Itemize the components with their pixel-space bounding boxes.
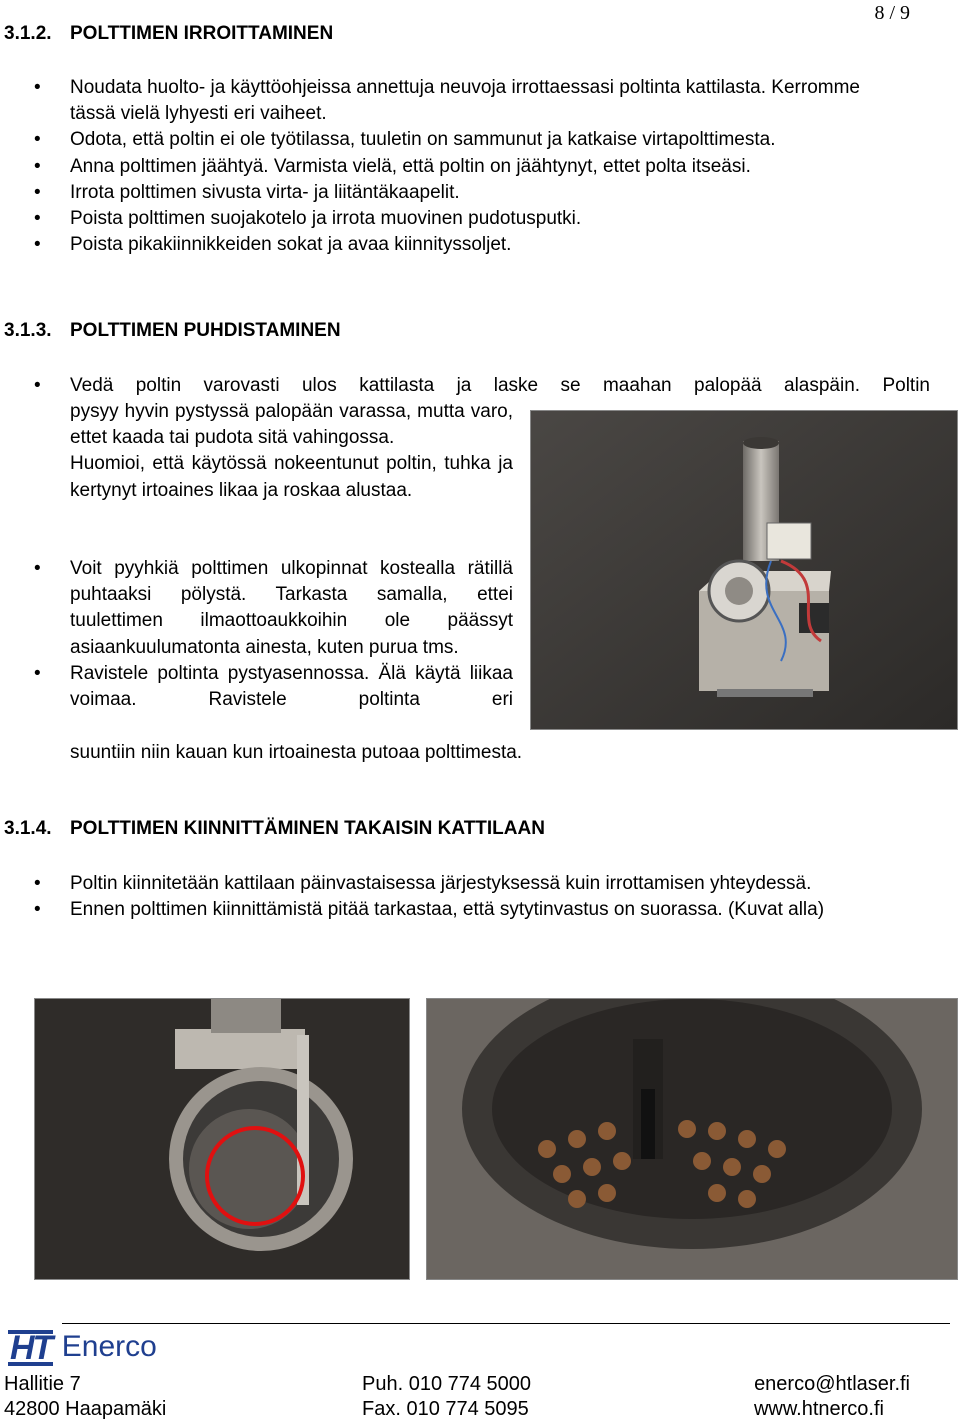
list-item: • Ennen polttimen kiinnittämistä pitää tarkastaa, että sytytinvastus on suorassa. (Kuvat alla) <box>0 897 930 923</box>
footer-email[interactable]: enerco@htlaser.fi <box>754 1373 910 1395</box>
list-item: • Poista polttimen suojakotelo ja irrota muovinen pudotusputki. <box>0 206 900 232</box>
footer-phone: Puh. 010 774 5000 <box>362 1373 532 1395</box>
cleaning-steps-list <box>0 556 513 713</box>
section-title: POLTTIMEN KIINNITTÄMINEN TAKAISIN KATTILAAN <box>70 818 545 839</box>
section-number: 3.1.2. <box>4 23 52 44</box>
company-logo <box>8 1330 157 1366</box>
section-heading-3-1-3 <box>4 320 341 342</box>
burner-photo <box>530 410 958 730</box>
cleaning-last-line: suuntiin niin kauan kun irtoainesta putoaa polttimesta. <box>70 742 523 763</box>
cleaning-first-line <box>0 373 930 399</box>
list-item: • Poltin kiinnitetään kattilaan päinvastaisessa järjestyksessä kuin irrottamisen yhteydessä. <box>0 871 930 897</box>
boiler-interior-illustration <box>427 999 957 1279</box>
paragraph-text: pysyy hyvin pystyssä palopään varassa, mutta varo, ettet kaada tai pudota sitä vahingossa. <box>70 401 513 449</box>
list-item: • Noudata huolto- ja käyttöohjeissa annettuja neuvoja irrottaessasi poltinta kattilasta. Kerromme tässä vielä lyhyesti eri vaiheet. <box>0 75 900 127</box>
list-item: • Poista pikakiinnikkeiden sokat ja avaa kiinnityssoljet. <box>0 232 900 258</box>
list-item: • Odota, että poltin ei ole työtilassa, tuuletin on sammunut ja katkaise virtapolttimesta. <box>0 127 900 153</box>
page-number: 8 / 9 <box>874 2 910 24</box>
list-item: • Vedä poltin varovasti ulos kattilasta ja laske se maahan palopää alaspäin. Poltin <box>0 373 930 399</box>
burner-head-illustration <box>35 999 409 1279</box>
list-item: • Ravistele poltinta pystyasennossa. Älä käytä liikaa voimaa. Ravistele poltinta eri <box>0 661 513 713</box>
section-title: POLTTIMEN PUHDISTAMINEN <box>70 320 341 341</box>
cleaning-paragraph <box>70 399 513 504</box>
list-item: • Irrota polttimen sivusta virta- ja liitäntäkaapelit. <box>0 180 900 206</box>
burner-head-photo <box>34 998 410 1280</box>
section-number: 3.1.3. <box>4 320 52 341</box>
footer-fax: Fax. 010 774 5095 <box>362 1398 529 1420</box>
list-item: • Anna polttimen jäähtyä. Varmista vielä, että poltin on jäähtynyt, ettet polta itseäsi. <box>0 154 900 180</box>
section-number: 3.1.4. <box>4 818 52 839</box>
footer-divider <box>62 1323 950 1324</box>
logo-name: Enerco <box>61 1330 157 1363</box>
burner-illustration <box>531 411 957 729</box>
removal-steps-list <box>0 75 900 258</box>
logo-mark: HT <box>10 1329 52 1367</box>
list-item: • Voit pyyhkiä polttimen ulkopinnat kostealla rätillä puhtaaksi pölystä. Tarkasta samalla, ettei tuulettimen ilmaottoaukkoihin ole päässyt asiaankuulumatonta ainesta, kuten purua tms. <box>0 556 513 661</box>
section-title: POLTTIMEN IRROITTAMINEN <box>70 23 334 44</box>
footer-website[interactable]: www.htnerco.fi <box>753 1398 884 1420</box>
section-heading-3-1-4 <box>4 818 545 840</box>
footer-address-line2: 42800 Haapamäki <box>4 1398 167 1420</box>
footer-address-line1: Hallitie 7 <box>4 1373 81 1395</box>
section-heading-3-1-2 <box>4 23 333 45</box>
paragraph-text: Huomioi, että käytössä nokeentunut poltin, tuhka ja kertynyt irtoaines likaa ja roskaa alustaa. <box>70 453 513 501</box>
reattach-steps-list <box>0 871 930 923</box>
boiler-interior-photo <box>426 998 958 1280</box>
